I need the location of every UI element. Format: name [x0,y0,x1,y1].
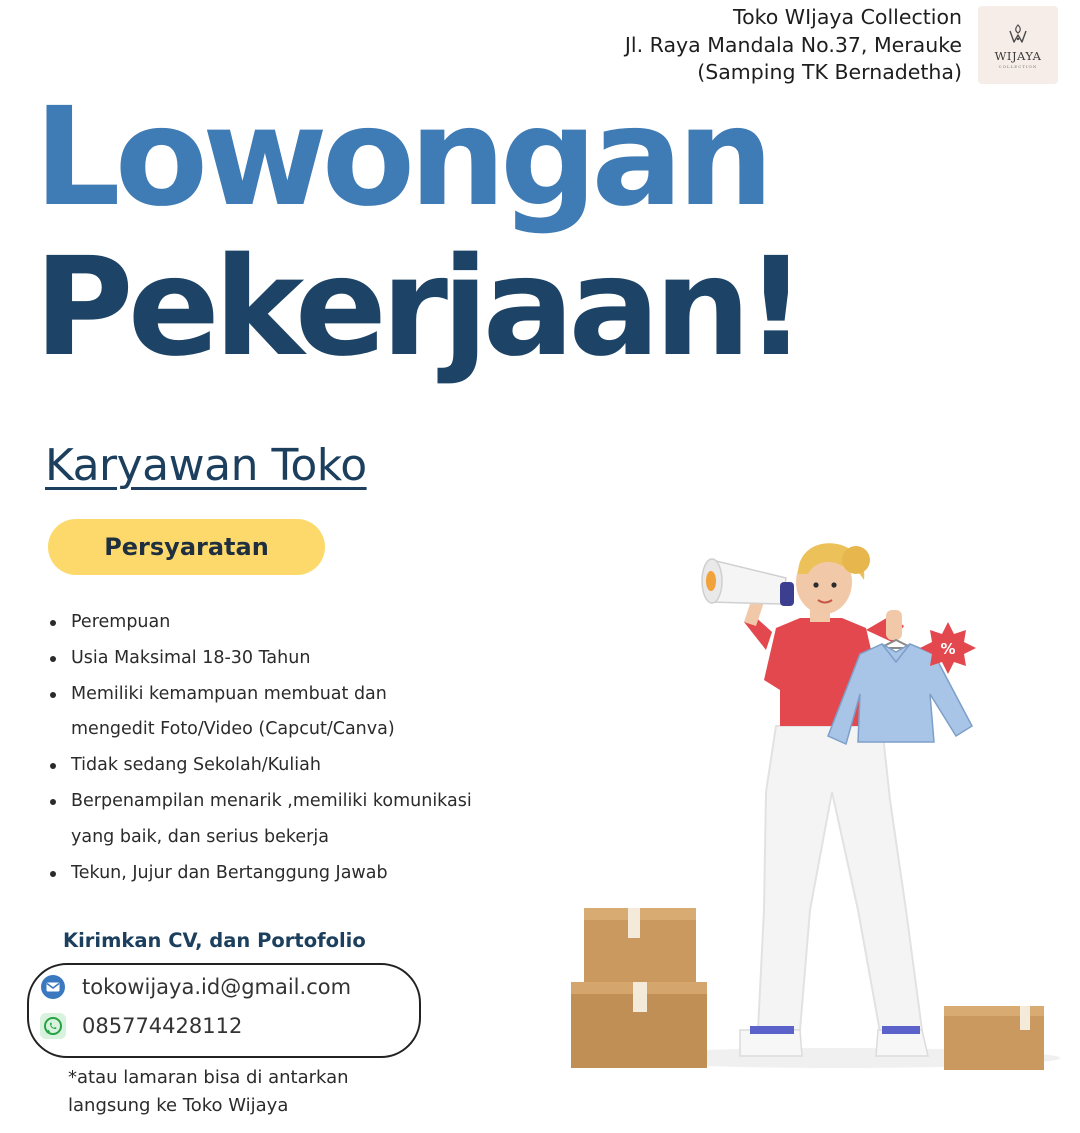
headline-line-2: Pekerjaan! [34,229,802,387]
requirements-label-text: Persyaratan [104,533,269,561]
discount-badge-text: % [940,640,956,658]
cardboard-box-icon [571,908,707,1068]
list-item: Berpenampilan menarik ,memiliki komunikasi yang baik, dan serius bekerja [50,784,511,856]
note-line-1: *atau lamaran bisa di antarkan [68,1067,349,1088]
megaphone-icon [702,559,794,606]
list-item: Tidak sedang Sekolah/Kuliah [50,748,570,784]
list-item: Usia Maksimal 18-30 Tahun [50,641,570,677]
whatsapp-icon [40,1013,66,1039]
requirements-label [48,519,325,575]
store-address: Jl. Raya Mandala No.37, Merauke [624,32,962,57]
mail-icon [40,974,66,1000]
position-title: Karyawan Toko [45,440,367,491]
logo-text: WIJAYA [994,48,1042,63]
email-text: tokowijaya.id@gmail.com [82,975,352,999]
note-line-2: langsung ke Toko Wijaya [68,1094,289,1116]
list-item: Tekun, Jujur dan Bertanggung Jawab [50,856,570,892]
crown-icon [1006,22,1030,46]
store-logo [978,6,1058,84]
store-name: Toko WIjaya Collection [733,5,962,29]
logo-subtext: COLLECTION [998,63,1038,69]
store-address-note: (Samping TK Bernadetha) [697,60,962,84]
promo-illustration [560,530,1060,1090]
delivery-note [68,1064,349,1119]
contact-phone[interactable] [40,1013,242,1039]
requirements-list [50,605,570,891]
contact-email[interactable] [40,974,351,1000]
list-item: Memiliki kemampuan membuat dan mengedit Foto/Video (Capcut/Canva) [50,677,451,749]
contact-title: Kirimkan CV, dan Portofolio [63,929,366,952]
list-item: Perempuan [50,605,570,641]
store-info [625,4,962,87]
cardboard-box-icon [944,1006,1044,1070]
phone-text: 085774428112 [82,1014,243,1038]
headline-line-1: Lowongan [34,79,768,237]
